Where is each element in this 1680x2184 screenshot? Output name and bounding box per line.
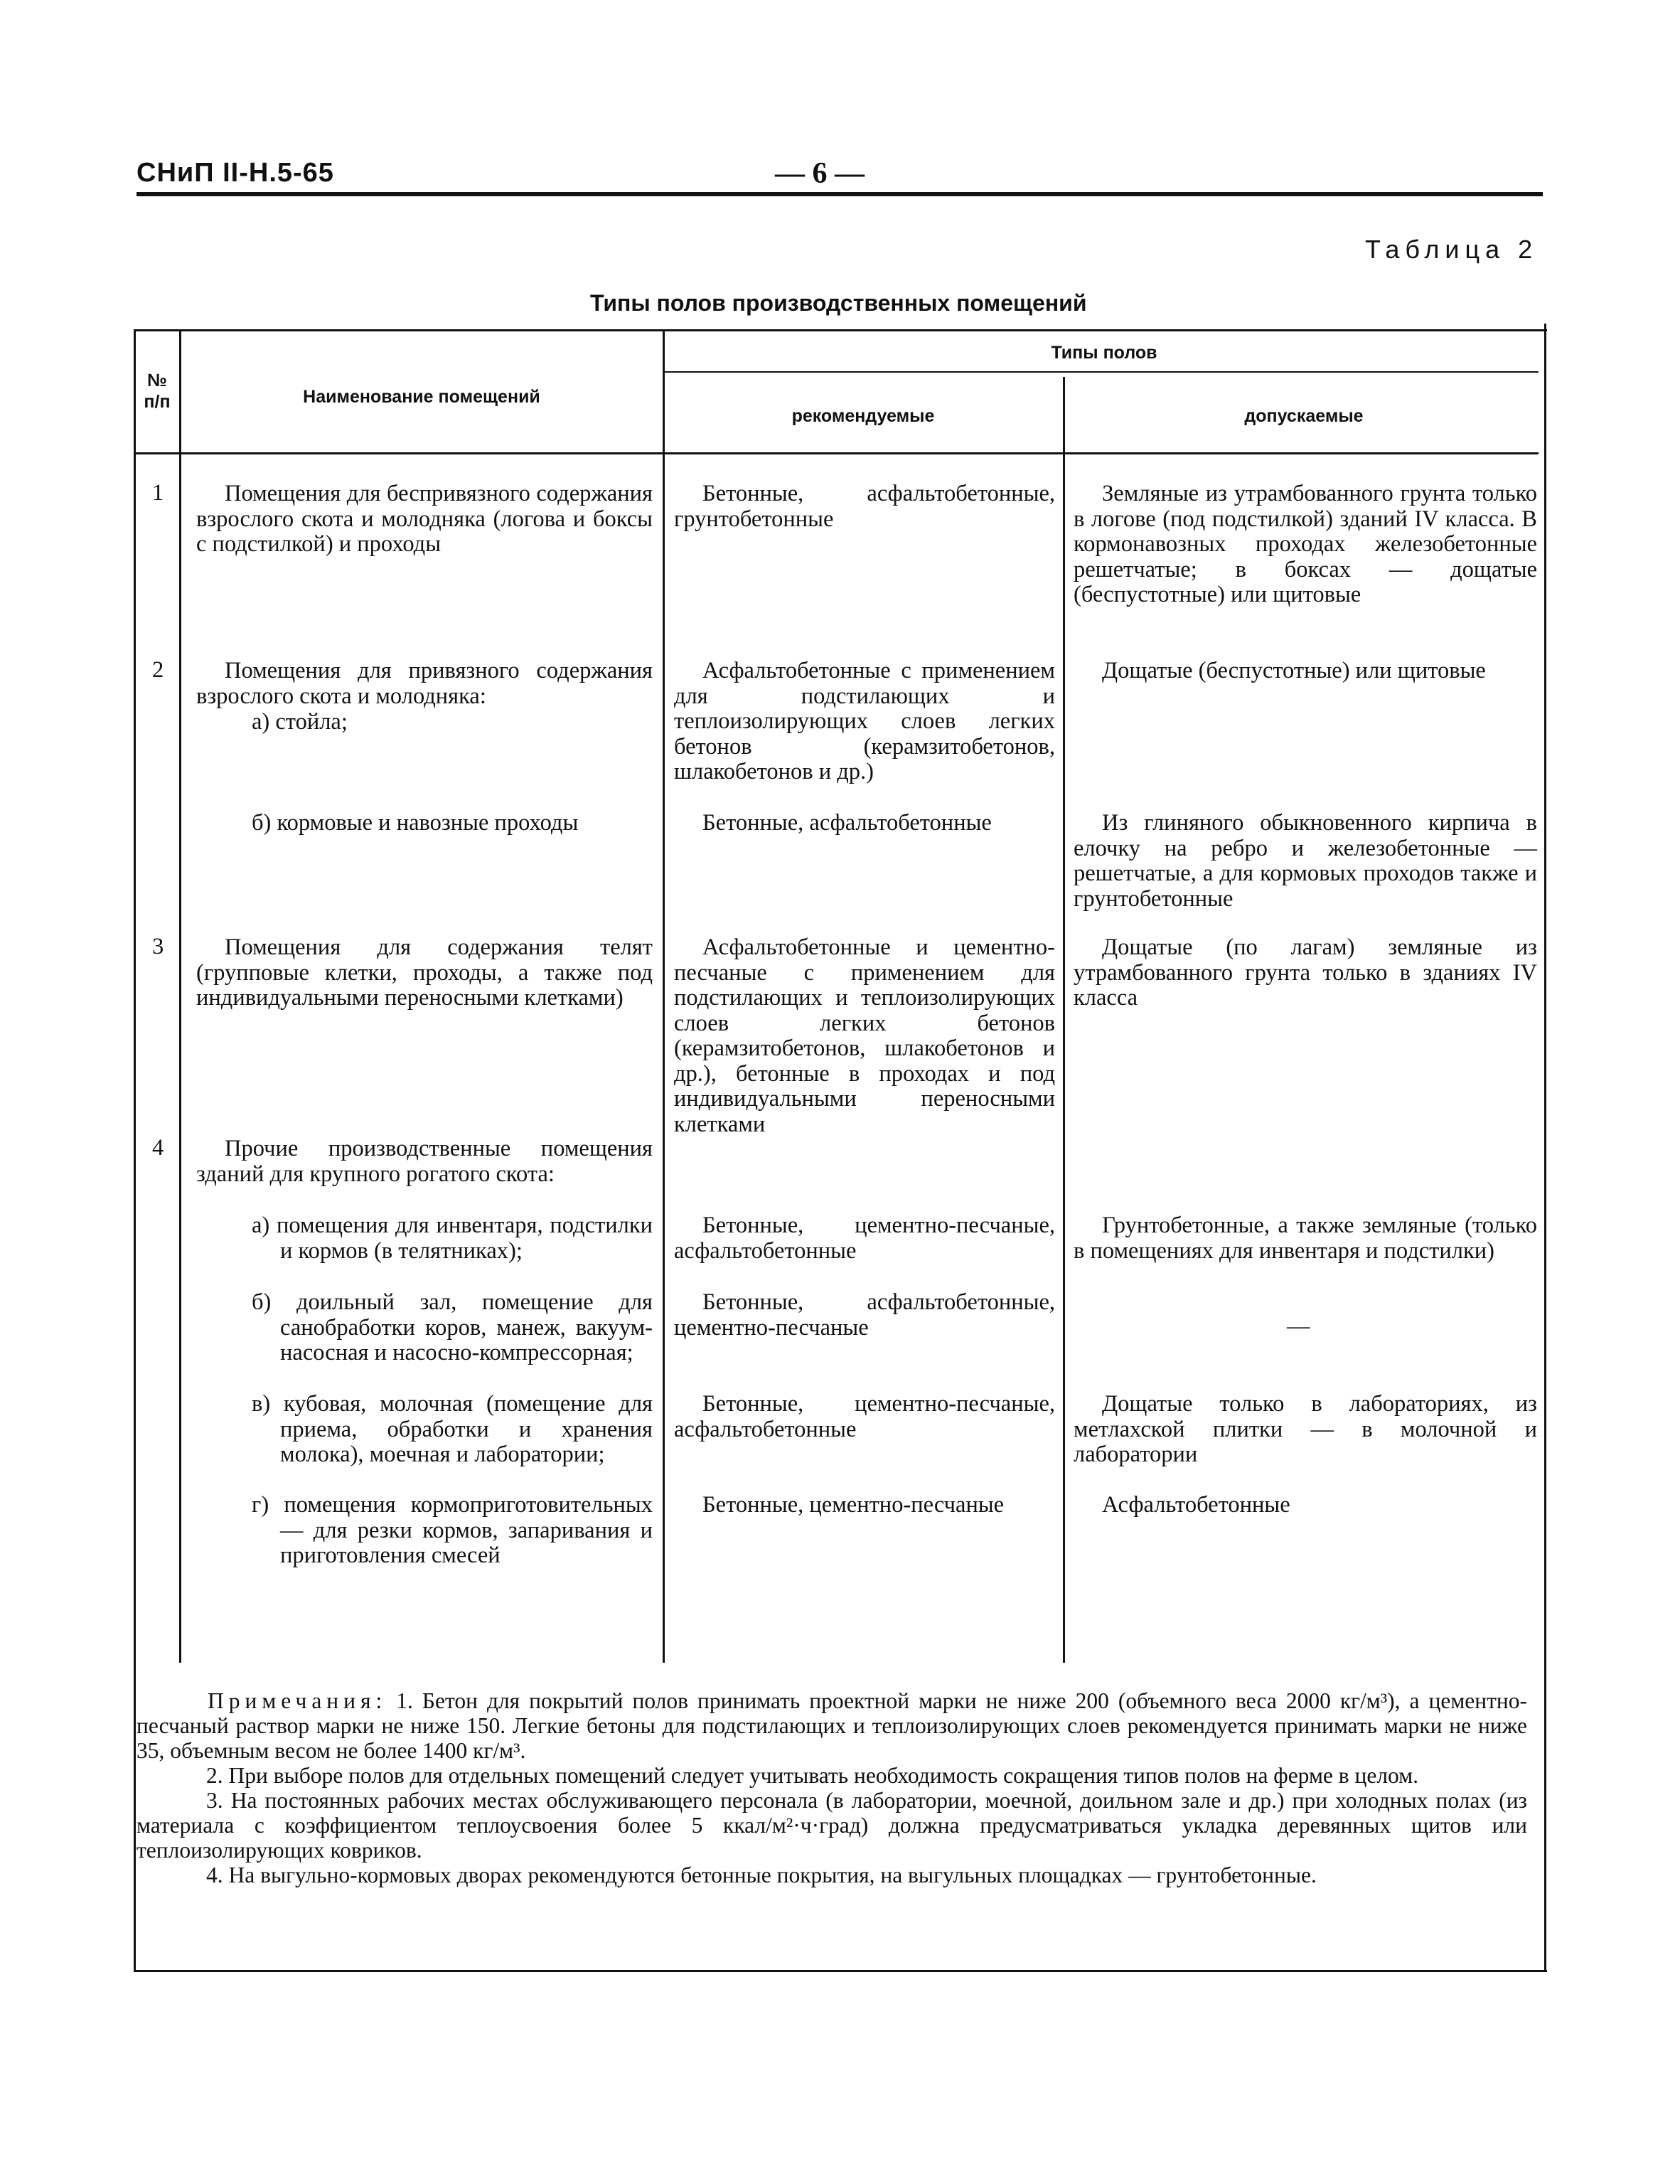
note-2: 2. При выборе полов для отдельных помещений следует учитывать необходимость сокращения типов полов на ферме в целом. [206,1763,1419,1788]
note-3: 3. На постоянных рабочих местах обслуживающего персонала (в лаборатории, моечной, доильном зале и др.) при холодных полах (из материала с коэффициентом теплоусвоения более 5 ккал/м²·ч·град) должна предусматриваться укладка деревянных щитов или теплоизолирующих ковриков. [137,1788,1527,1863]
row-4c-allowed: Дощатые только в лабораториях, из метлахской плитки — в молочной и лаборатории [1074,1391,1537,1467]
row-2a-allowed: Дощатые (беспустотные) или щитовые [1102,658,1486,683]
row-2-name: Помещения для привязного содержания взрослого скота и молодняка: [196,658,653,709]
types-column-divider [1063,377,1065,1663]
document-code: СНиП II-Н.5-65 [137,158,334,188]
notes-label: Примечания: [208,1688,387,1713]
header-floor-types: Типы полов [1051,343,1157,363]
row-4b-recommended: Бетонные, асфальтобетонные, цементно-песчаные [674,1289,1055,1341]
row-4a-allowed: Грунтобетонные, а также земляные (только в помещениях для инвентаря и подстилки) [1074,1213,1537,1264]
table-notes [137,1688,1527,1887]
row-4b-name: б) доильный зал, помещение для санобработки коров, манеж, вакуум-насосная и насосно-компрессорная; [252,1289,653,1365]
row-2b-recommended: Бетонные, асфальтобетонные [702,810,992,836]
row-4c-name: в) кубовая, молочная (помещение для приема, обработки и хранения молока), моечная и лаборатории; [252,1391,653,1467]
row-4c-recommended: Бетонные, цементно-песчаные, асфальтобетонные [674,1391,1055,1442]
table-bottom-rule [134,1970,1547,1972]
row-3-allowed: Дощатые (по лагам) земляные из утрамбованного грунта только в зданиях IV класса [1074,934,1537,1011]
table-label: Таблица 2 [1365,235,1539,264]
row-3-name: Помещения для содержания телят (групповые клетки, проходы, а также под индивидуальными переносными клетками) [196,934,653,1011]
row-2-number: 2 [152,657,164,683]
row-3-recommended: Асфальтобетонные и цементно-песчаные с применением для подстилающих и теплоизолирующих слоев легких бетонов (керамзитобетонов, шлакобетонов и др.), бетонные в проходах и под индивидуальными переносными клетками [674,934,1055,1137]
header-room-name: Наименование помещений [303,387,540,407]
page-number: — 6 — [775,157,865,190]
row-1-allowed: Земляные из утрамбованного грунта только в логове (под подстилкой) зданий IV класса. В кормонавозных проходах железобетонные решетчатые; в боксах — дощатые (беспустотные) или щитовые [1074,481,1537,607]
num-column-divider [179,329,181,1663]
row-1-name: Помещения для беспривязного содержания взрослого скота и молодняка (логова и боксы с подстилкой) и проходы [196,481,653,557]
row-4d-recommended: Бетонные, цементно-песчаные [702,1492,1005,1518]
table-top-rule [134,329,1547,331]
table-right-border [1544,324,1546,1970]
header-recommended: рекомендуемые [791,406,935,426]
row-2b-name: б) кормовые и навозные проходы [252,810,579,836]
header-allowed: допускаемые [1244,406,1364,426]
row-2a-name: а) стойла; [252,709,348,735]
note-1 [137,1688,1527,1763]
types-subheader-rule [663,371,1539,373]
row-2b-allowed: Из глиняного обыкновенного кирпича в елочку на ребро и железобетонные — решетчатые, а для кормовых проходов также и грунтобетонные [1074,810,1537,912]
table-left-border [134,329,136,1970]
row-4-name: Прочие производственные помещения зданий для крупного рогатого скота: [196,1136,653,1187]
row-4-number: 4 [152,1135,164,1161]
note-1-text: 1. Бетон для покрытий полов принимать проектной марки не ниже 200 (объемного веса 2000 кг/м³), а цементно-песчаный раствор марки не ниже 150. Легкие бетоны для подстилающих и теплоизолирующих слоев рекомендуется принимать марки не ниже 35, объемным весом не более 1400 кг/м³. [137,1688,1528,1763]
header-num: № п/п [144,371,171,412]
row-3-number: 3 [152,934,164,959]
table-title: Типы полов производственных помещений [590,290,1087,316]
row-4d-allowed: Асфальтобетонные [1102,1492,1290,1518]
header-rule [137,192,1543,196]
row-4b-allowed: — [1287,1314,1310,1339]
row-4a-name: а) помещения для инвентаря, подстилки и кормов (в телятниках); [252,1213,653,1264]
row-1-number: 1 [152,480,164,506]
row-4d-name: г) помещения кормоприготовительных — для резки кормов, запаривания и приготовления смесей [252,1492,653,1568]
header-bottom-rule [134,452,1539,454]
note-4: 4. На выгульно-кормовых дворах рекомендуются бетонные покрытия, на выгульных площадках — грунтобетонные. [206,1863,1317,1887]
row-2a-recommended: Асфальтобетонные с применением для подстилающих и теплоизолирующих слоев легких бетонов (керамзитобетонов, шлакобетонов и др.) [674,658,1055,784]
name-column-divider [663,329,665,1663]
row-4a-recommended: Бетонные, цементно-песчаные, асфальтобетонные [674,1213,1055,1264]
row-1-recommended: Бетонные, асфальтобетонные, грунтобетонные [674,481,1055,532]
